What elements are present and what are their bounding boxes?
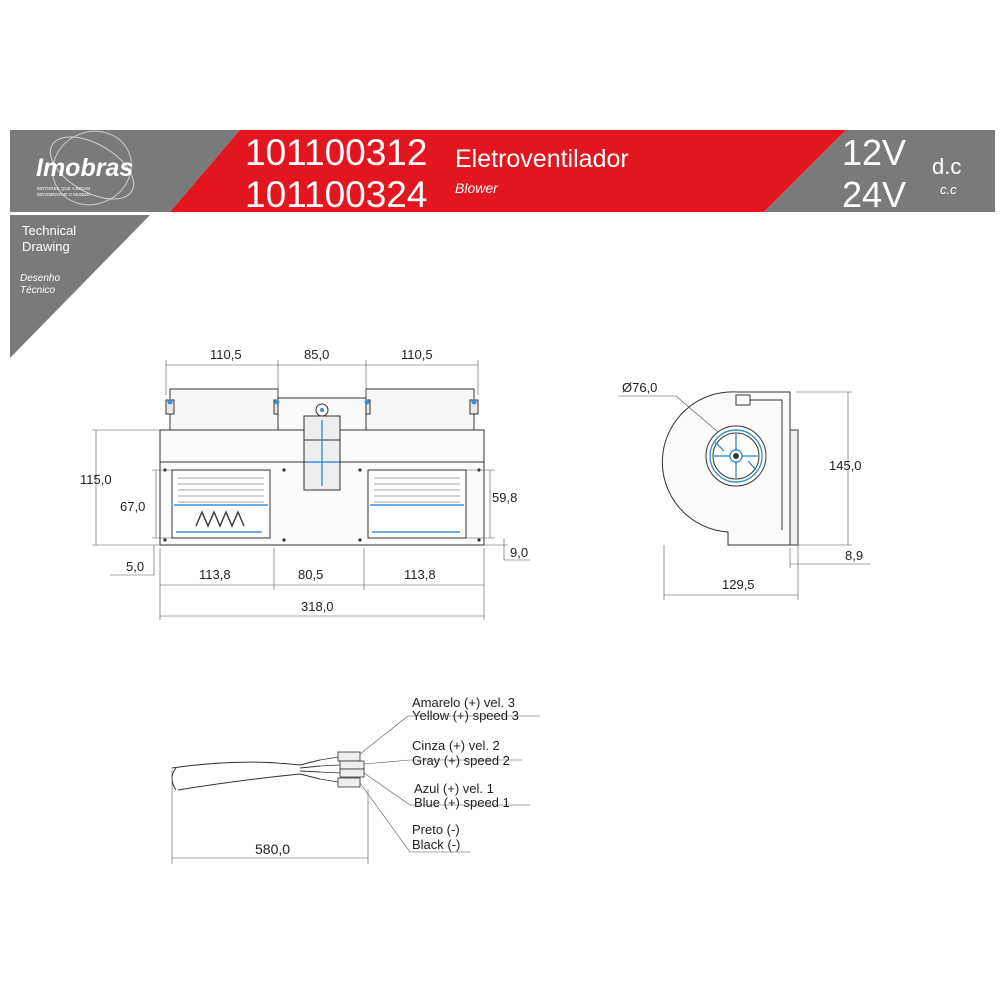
product-title-pt: Eletroventilador xyxy=(455,145,629,173)
right-motor-housing xyxy=(366,389,474,430)
side-view xyxy=(662,392,798,545)
dim-inlet-diameter: Ø76,0 xyxy=(622,380,658,395)
front-view xyxy=(160,389,484,545)
left-motor-housing xyxy=(170,389,278,430)
wire-black-en: Black (-) xyxy=(412,837,461,852)
dim-top-right: 110,5 xyxy=(401,347,433,362)
dim-bottom-right: 113,8 xyxy=(404,567,436,582)
dim-flange-9: 9,0 xyxy=(510,545,529,560)
dim-top-center: 85,0 xyxy=(304,347,330,362)
voltage-12v: 12V xyxy=(842,132,907,173)
dim-outlet-59-8: 59,8 xyxy=(492,490,518,505)
wire-gray-pt: Cinza (+) vel. 2 xyxy=(412,738,500,753)
side-label-pt-1: Desenho xyxy=(20,273,61,284)
wire-yellow-pt: Amarelo (+) vel. 3 xyxy=(412,695,515,710)
dim-height-115: 115,0 xyxy=(80,472,112,487)
wire-gray-en: Gray (+) speed 2 xyxy=(412,753,510,768)
wire-blue-en: Blue (+) speed 1 xyxy=(414,795,510,810)
voltage-24v: 24V xyxy=(842,174,907,215)
wire-blue-pt: Azul (+) vel. 1 xyxy=(414,781,494,796)
right-air-outlet xyxy=(368,470,466,538)
part-number-1: 101100312 xyxy=(245,132,428,173)
dim-bottom-center: 80,5 xyxy=(298,567,324,582)
part-number-2: 101100324 xyxy=(245,174,428,215)
dim-height-67: 67,0 xyxy=(120,499,146,514)
dim-cable-length: 580,0 xyxy=(255,841,291,857)
dim-overall-width: 318,0 xyxy=(301,599,334,614)
dim-bottom-left: 113,8 xyxy=(199,567,231,582)
logo-tagline-1: MOTORES QUE AJUDAM xyxy=(37,186,91,191)
wire-yellow-en: Yellow (+) speed 3 xyxy=(412,708,519,723)
dim-side-height: 145,0 xyxy=(829,458,862,473)
logo-tagline-2: MOVIMENTAR O MUNDO xyxy=(37,192,91,197)
left-air-outlet xyxy=(172,470,270,538)
side-label-pt-2: Técnico xyxy=(20,285,56,296)
dim-side-flange: 8,9 xyxy=(845,548,864,563)
product-title-en: Blower xyxy=(455,180,498,196)
dim-side-depth: 129,5 xyxy=(722,577,755,592)
dim-base-5: 5,0 xyxy=(126,559,145,574)
side-label-en-2: Drawing xyxy=(22,239,70,254)
current-type-pt: d.c xyxy=(932,154,962,179)
wire-black-pt: Preto (-) xyxy=(412,822,460,837)
current-type-en: c.c xyxy=(940,182,957,197)
side-label-en-1: Technical xyxy=(22,223,77,238)
logo-wordmark: Imobras xyxy=(36,154,134,182)
dim-top-left: 110,5 xyxy=(210,347,242,362)
wire-legend xyxy=(412,695,519,852)
